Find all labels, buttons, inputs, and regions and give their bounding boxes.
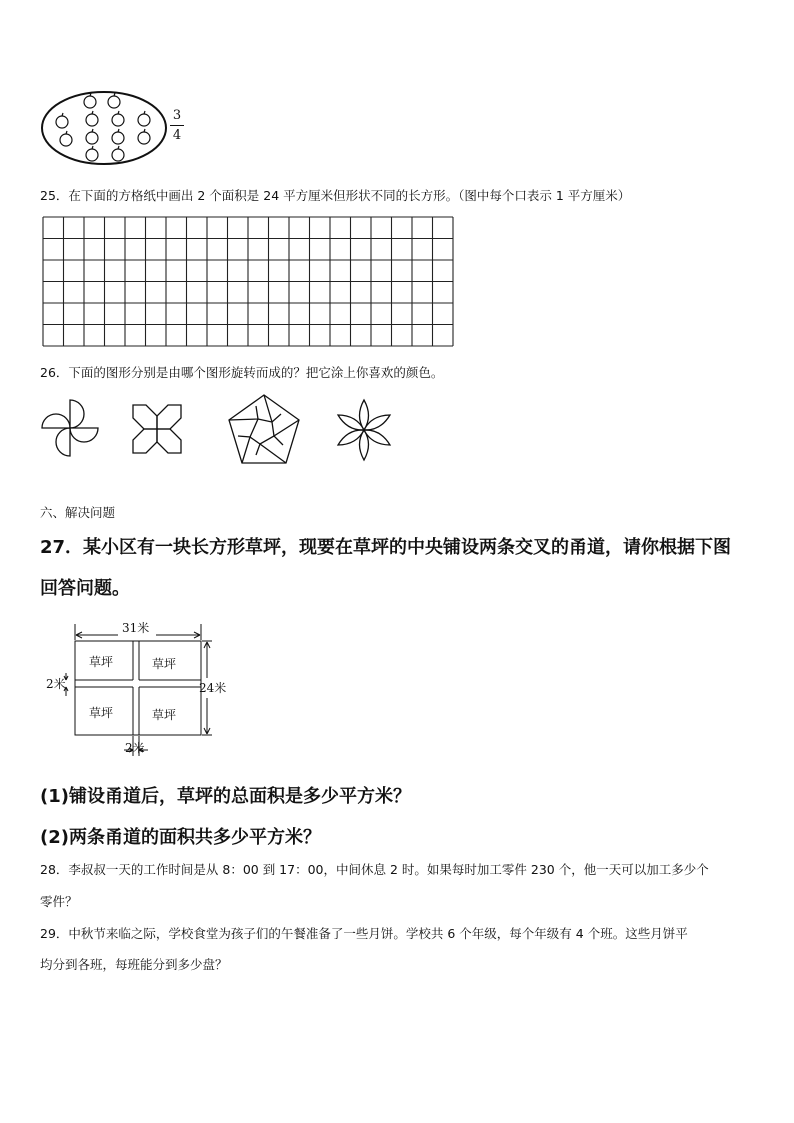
question-27-sub2: (2)两条甬道的面积共多少平方米？ [40, 827, 321, 848]
pentagon-spiral-figure [226, 392, 302, 468]
question-27-line1: 27．某小区有一块长方形草坪，现要在草坪的中央铺设两条交叉的甬道，请你根据下图 [40, 537, 732, 558]
grass-label-tl: 草坪 [89, 655, 114, 669]
lawn-path-diagram [44, 616, 244, 766]
fraction-denominator: 4 [172, 128, 182, 143]
question-29-line1: 29．中秋节来临之际，学校食堂为孩子们的午餐准备了一些月饼。学校共 6 个年级，每个年级有 4 个班。这些月饼平 [40, 926, 688, 941]
question-28-line2: 零件？ [40, 894, 78, 909]
arrow-cross-figure [128, 400, 186, 458]
pinwheel-figure [36, 396, 106, 461]
section-title-solve-problems: 六、解决问题 [40, 505, 116, 520]
apple-oval-figure [38, 88, 173, 168]
question-28-line1: 28．李叔叔一天的工作时间是从 8：00 到 17：00，中间休息 2 时。如果每时加工零件 230 个，他一天可以加工多少个 [40, 862, 709, 877]
apple-icons [56, 93, 150, 161]
fraction-numerator: 3 [172, 108, 182, 123]
flower-figure [330, 398, 398, 462]
question-29-line2: 均分到各班，每班能分到多少盘？ [40, 957, 228, 972]
dim-left-label: 2米 [46, 677, 66, 691]
question-26: 26．下面的图形分别是由哪个图形旋转而成的？把它涂上你喜欢的颜色。 [40, 365, 444, 380]
question-25: 25．在下面的方格纸中画出 2 个面积是 24 平方厘米但形状不同的长方形。（图中每个口表示 1 平方厘米） [40, 188, 631, 203]
dim-bottom-label: 2米 [125, 741, 145, 755]
grass-label-br: 草坪 [152, 708, 177, 722]
fraction-three-quarters [170, 108, 184, 143]
dim-top-label: 31米 [122, 621, 150, 635]
question-27-line2: 回答问题。 [40, 578, 130, 599]
question-27-sub1: (1)铺设甬道后，草坪的总面积是多少平方米？ [40, 786, 411, 807]
grass-label-tr: 草坪 [152, 657, 177, 671]
dim-right-label: 24米 [199, 681, 227, 695]
square-grid-paper [42, 216, 456, 350]
grass-label-bl: 草坪 [89, 706, 114, 720]
